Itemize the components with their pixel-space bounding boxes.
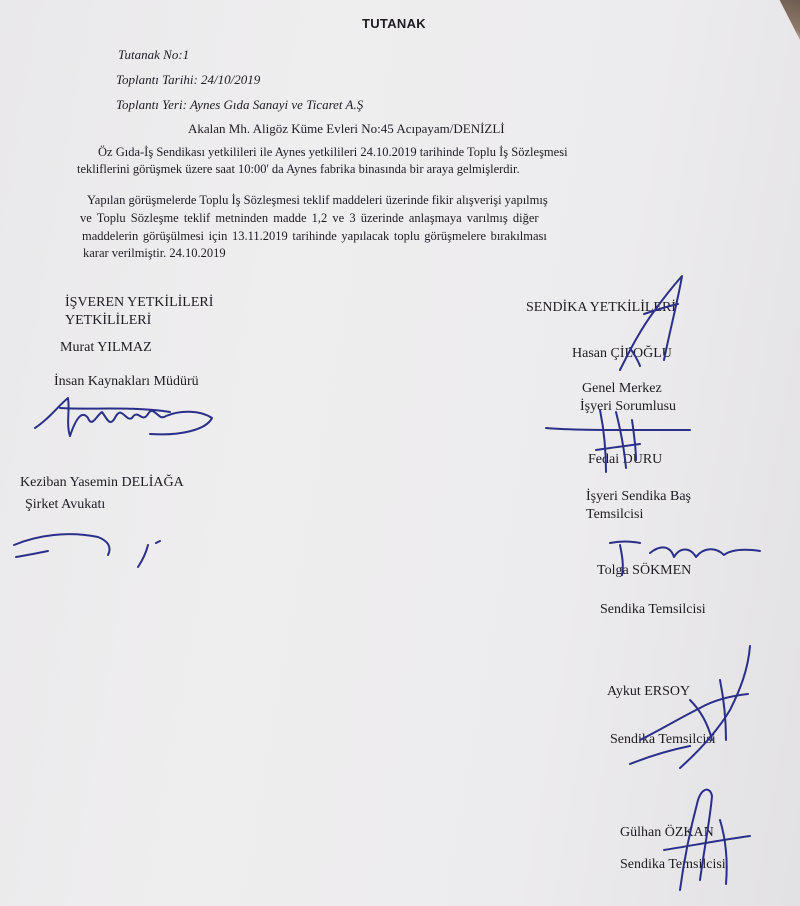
signature-aykut-ersoy bbox=[590, 640, 780, 780]
employer-rep2-name: Keziban Yasemin DELİAĞA bbox=[20, 475, 184, 490]
signature-gulhan-ozkan bbox=[640, 780, 770, 900]
union-rep1-title-line1: Genel Merkez bbox=[582, 381, 662, 396]
union-rep5-name: Gülhan ÖZKAN bbox=[620, 825, 714, 840]
union-rep3-name: Tolga SÖKMEN bbox=[597, 563, 692, 578]
employer-rep1-name: Murat YILMAZ bbox=[60, 340, 152, 355]
paragraph2-line1: Yapılan görüşmelerde Toplu İş Sözleşmesi teklif maddeleri üzerinde fikir alışverişi yapılmış bbox=[87, 193, 548, 207]
signature-keziban-deliaga bbox=[8, 505, 178, 575]
paragraph2-line2: ve Toplu Sözleşme teklif metninden madde 1,2 ve 3 üzerinde anlaşmaya varılmış diğer bbox=[80, 211, 539, 225]
meeting-date: Toplantı Tarihi: 24/10/2019 bbox=[116, 72, 261, 87]
document-title: TUTANAK bbox=[362, 16, 426, 31]
employer-heading-line2: YETKİLİLERİ bbox=[65, 313, 152, 328]
employer-rep2-title: Şirket Avukatı bbox=[25, 497, 106, 512]
union-rep4-name: Aykut ERSOY bbox=[607, 684, 691, 699]
union-rep1-title-line2: İşyeri Sorumlusu bbox=[580, 399, 677, 414]
employer-heading-line1: İŞVEREN YETKİLİLERİ bbox=[65, 295, 214, 310]
meeting-address: Akalan Mh. Aligöz Küme Evleri No:45 Acıpayam/DENİZLİ bbox=[188, 121, 505, 136]
paragraph2-line4: karar verilmiştir. 24.10.2019 bbox=[83, 246, 226, 260]
union-rep3-title: Sendika Temsilcisi bbox=[600, 602, 706, 617]
meeting-number: Tutanak No:1 bbox=[118, 47, 190, 62]
signature-murat-yilmaz bbox=[30, 388, 220, 448]
union-rep2-name: Fedai DURU bbox=[588, 452, 663, 467]
union-rep4-title: Sendika Temsilcisi bbox=[610, 732, 716, 747]
background-corner bbox=[766, 0, 800, 40]
paragraph1-line1: Öz Gıda-İş Sendikası yetkilileri ile Aynes yetkilileri 24.10.2019 tarihinde Toplu İş Sözleşmesi bbox=[98, 145, 568, 159]
union-rep2-title-line2: Temsilcisi bbox=[586, 507, 644, 522]
union-rep2-title-line1: İşyeri Sendika Baş bbox=[586, 489, 691, 504]
union-rep5-title: Sendika Temsilcisi bbox=[620, 857, 726, 872]
employer-rep1-title: İnsan Kaynakları Müdürü bbox=[54, 374, 199, 389]
paragraph1-line2: tekliflerini görüşmek üzere saat 10:00' da Aynes fabrika binasında bir araya gelmişlerdir. bbox=[77, 162, 520, 176]
meeting-place: Toplantı Yeri: Aynes Gıda Sanayi ve Ticaret A.Ş bbox=[116, 97, 364, 112]
signature-tolga-sokmen bbox=[600, 535, 780, 585]
paragraph2-line3: maddelerin görüşülmesi için 13.11.2019 tarihinde yapılacak toplu görüşmelere bırakılması bbox=[82, 229, 547, 243]
union-rep1-name: Hasan ÇİLOĞLU bbox=[572, 346, 672, 361]
union-heading: SENDİKA YETKİLİLERİ bbox=[526, 300, 676, 315]
signature-fedai-duru bbox=[540, 400, 700, 480]
signature-hasan-ciloglu bbox=[560, 270, 710, 380]
